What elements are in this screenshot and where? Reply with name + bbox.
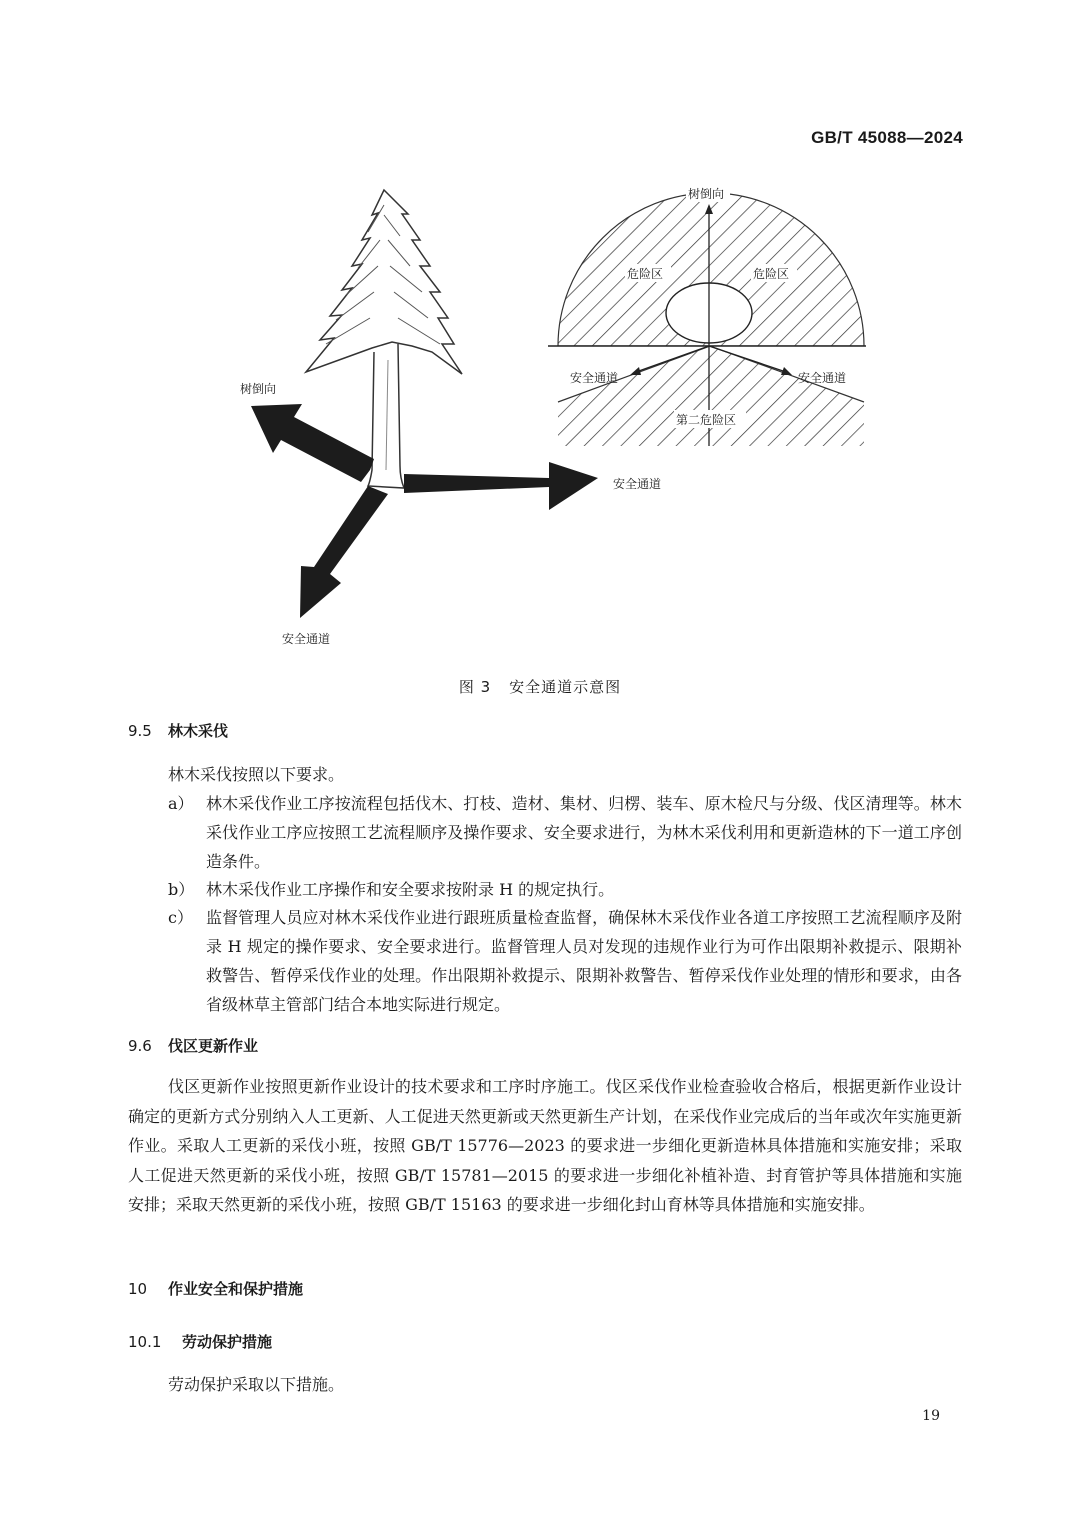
section-intro: 劳动保护采取以下措施。 (168, 1375, 345, 1394)
second-danger-zone-label: 第二危险区 (676, 413, 737, 427)
second-danger-zone (558, 346, 864, 446)
section-body: 伐区更新作业按照更新作业设计的技术要求和工序时序施工。伐区采伐作业检查验收合格后，根据更新作业设计确定的更新方式分别纳入人工更新、人工促进天然更新或天然更新生产计划，在采伐作业完成后的当年或次年实施更新作业。采取人工更新的采伐小班，按照 GB/T 15776—2023 的要求进一步细化更新造林具体措施和实施安排；采取人工促进天然更新的采伐小班，按照 GB/T 15781—2015 的要求进一步细化补植补造、封育管护等具体措施和实施安排；采取天然更新的采伐小班，按照 GB/T 15163 的要求进一步细化封山育林等具体措施和实施安排。 (128, 1077, 962, 1214)
safe-path-arrowhead-right (781, 367, 792, 375)
section-number: 10 (128, 1280, 148, 1298)
figure-caption (0, 676, 1080, 697)
danger-zone-diagram (548, 186, 866, 446)
section-title: 劳动保护措施 (182, 1333, 273, 1351)
figure-number: 图 3 (458, 678, 492, 696)
axis-fall-direction-label: 树倒向 (688, 187, 725, 201)
danger-zone-label-left: 危险区 (627, 267, 664, 281)
list-item (168, 903, 962, 1019)
list-item (168, 875, 962, 904)
section-heading-10-1 (128, 1331, 272, 1352)
section-number: 9.5 (128, 722, 152, 740)
section-title: 林木采伐 (168, 722, 229, 740)
fall-direction-arrow (251, 404, 374, 482)
fall-direction-label: 树倒向 (240, 382, 277, 396)
figure-title: 安全通道示意图 (509, 678, 622, 696)
zone-safe-path-label-left: 安全通道 (570, 371, 619, 385)
list-text: 林木采伐作业工序操作和安全要求按附录 H 的规定执行。 (206, 880, 615, 899)
section-heading-9-6 (128, 1035, 258, 1056)
section-heading-9-5 (128, 720, 228, 741)
safe-path-arrowhead-left (630, 367, 641, 375)
section-intro: 林木采伐按照以下要求。 (168, 765, 345, 784)
section-number: 10.1 (128, 1333, 162, 1351)
list-marker: c） (168, 908, 193, 927)
section-title: 伐区更新作业 (168, 1037, 259, 1055)
list-text: 监督管理人员应对林木采伐作业进行跟班质量检查监督，确保林木采伐作业各道工序按照工艺流程顺序及附录 H 规定的操作要求、安全要求进行。监督管理人员对发现的违规作业行为可作出限期补救提示、限期补救警告、暂停采伐作业的处理。作出限期补救提示、限期补救警告、暂停采伐作业处理的情形和要求，由各省级林草主管部门结合本地实际进行规定。 (206, 908, 962, 1014)
safe-path-label-right: 安全通道 (613, 477, 662, 491)
list-marker: a） (168, 794, 194, 813)
page-number: 19 (922, 1408, 940, 1424)
tree-crown (306, 190, 462, 374)
safe-path-arrow-right (404, 462, 598, 510)
zone-safe-path-label-right: 安全通道 (798, 371, 847, 385)
section-heading-10 (128, 1278, 303, 1299)
safe-path-arrow-bottom (300, 486, 388, 618)
section-number: 9.6 (128, 1037, 152, 1055)
list-item (168, 789, 962, 876)
safety-path-figure (0, 0, 1080, 670)
list-marker: b） (168, 880, 195, 899)
safe-path-label-bottom: 安全通道 (282, 632, 331, 646)
section-title: 作业安全和保护措施 (168, 1280, 304, 1298)
danger-zone-label-right: 危险区 (753, 267, 790, 281)
document-code: GB/T 45088—2024 (811, 128, 963, 147)
list-text: 林木采伐作业工序按流程包括伐木、打枝、造材、集材、归楞、装车、原木检尺与分级、伐区清理等。林木采伐作业工序应按照工艺流程顺序及操作要求、安全要求进行，为林木采伐利用和更新造林的下一道工序创造条件。 (206, 794, 962, 871)
